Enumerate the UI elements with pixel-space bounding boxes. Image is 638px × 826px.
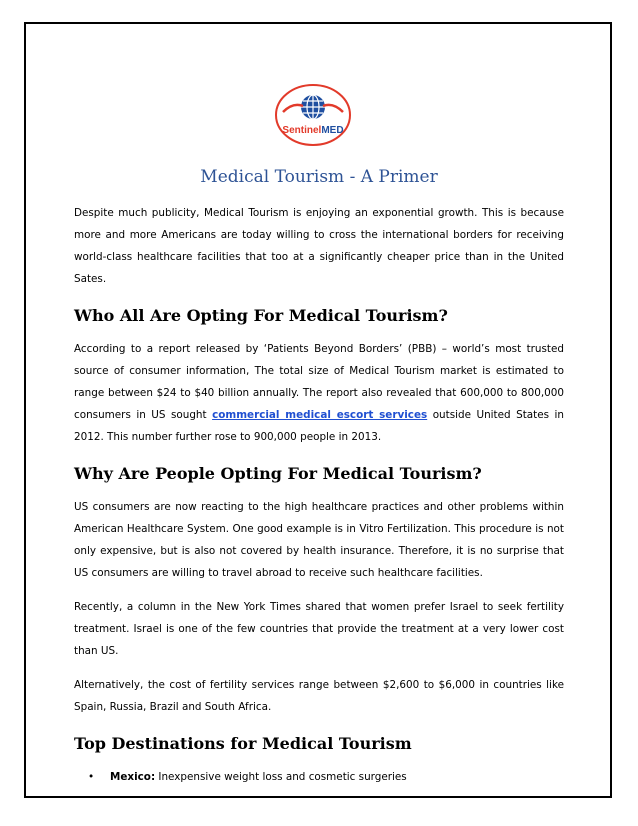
- section-heading-destinations: Top Destinations for Medical Tourism: [74, 734, 412, 753]
- commercial-medical-escort-link[interactable]: commercial medical escort services: [212, 409, 428, 421]
- svg-text:SentinelMED: SentinelMED: [282, 125, 344, 136]
- document-body: [74, 202, 564, 788]
- why-paragraph-3: Alternatively, the cost of fertility services range between $2,600 to $6,000 in countries like Spain, Russia, Brazil and South Africa.: [74, 679, 564, 713]
- destinations-list: [74, 766, 564, 788]
- why-paragraph-1: US consumers are now reacting to the high healthcare practices and other problems within American Healthcare System. One good example is in Vitro Fertilization. This procedure is not only expensive, but is also not covered by health insurance. Therefore, it is no surprise that US consumers are willing to travel abroad to receive such healthcare facilities.: [74, 501, 564, 579]
- why-paragraph-2: Recently, a column in the New York Times shared that women prefer Israel to seek fertility treatment. Israel is one of the few countries that provide the treatment at a very lower cost than US.: [74, 601, 564, 657]
- destination-text: Inexpensive weight loss and cosmetic surgeries: [155, 771, 407, 783]
- destination-label: Mexico:: [110, 771, 156, 783]
- intro-paragraph: Despite much publicity, Medical Tourism is enjoying an exponential growth. This is because more and more Americans are today willing to cross the international borders for receiving world-class healthcare facilities that too at a significantly cheaper price than in the United Sates.: [74, 207, 564, 285]
- bullet-icon: •: [88, 771, 95, 783]
- who-paragraph: [74, 338, 564, 448]
- section-heading-why: Why Are People Opting For Medical Tourism?: [74, 464, 482, 483]
- section-heading-who: Who All Are Opting For Medical Tourism?: [74, 306, 448, 325]
- who-text-before: According to a report released by ‘Patients Beyond Borders’ (PBB) – world’s most trusted source of consumer information, The total size of Medical Tourism market is estimated to range between $24 to $40 billion annually. The report also revealed that 600,000 to 800,000 consumers in US sought: [74, 343, 564, 421]
- sentinelmed-logo: [273, 82, 353, 148]
- page-title: Medical Tourism - A Primer: [200, 167, 438, 187]
- who-text-after: outside United States in 2012. This number further rose to 900,000 people in 2013.: [74, 409, 564, 443]
- list-item: [88, 766, 564, 788]
